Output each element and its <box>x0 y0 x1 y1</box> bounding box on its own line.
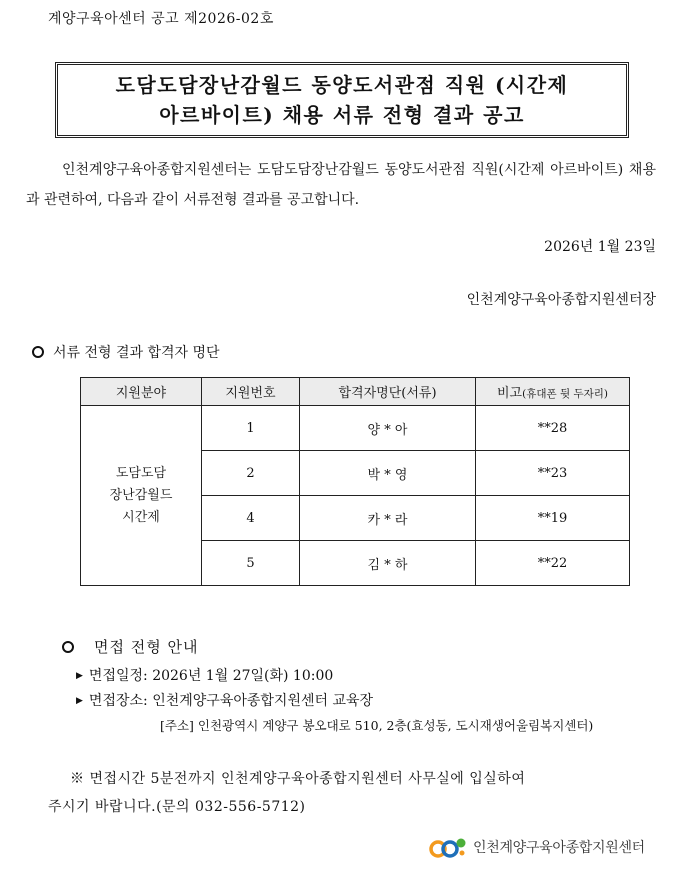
location-value: 인천계양구육아종합지원센터 교육장 <box>152 693 374 709</box>
applicant-note: **22 <box>476 541 630 586</box>
remark <box>48 765 648 821</box>
location-label: 면접장소: <box>88 693 148 709</box>
col-header-note-sub: (휴대폰 뒷 두자리) <box>522 388 608 400</box>
remark-line-1: ※ 면접시간 5분전까지 인천계양구육아종합지원센터 사무실에 입실하여 <box>70 771 526 787</box>
result-section-heading <box>32 342 220 362</box>
applicant-note: **28 <box>476 406 630 451</box>
col-header-number: 지원번호 <box>202 378 300 406</box>
interview-section-heading <box>62 636 198 657</box>
applicant-name: 카 * 라 <box>300 496 476 541</box>
notice-date: 2026년 1월 23일 <box>544 239 656 255</box>
notice-number: 계양구육아센터 공고 제2026-02호 <box>48 11 274 27</box>
field-line: 장난감월드 <box>109 487 173 503</box>
title-box <box>55 62 629 138</box>
address-value: 인천광역시 계양구 봉오대로 510, 2층(효성동, 도시재생어울림복지센터) <box>197 718 594 733</box>
col-header-name: 합격자명단(서류) <box>300 378 476 406</box>
circle-bullet-icon <box>62 641 74 653</box>
triangle-bullet-icon: ▶ <box>76 696 83 706</box>
applicant-name: 박 * 영 <box>300 451 476 496</box>
schedule-label: 면접일정: <box>88 668 148 684</box>
interview-location <box>76 690 373 710</box>
intro-paragraph: 인천계양구육아종합지원센터는 도담도담장난감월드 동양도서관점 직원(시간제 아르바이트) 채용과 관련하여, 다음과 같이 서류전형 결과를 공고합니다. <box>26 162 656 208</box>
field-cell <box>81 406 202 586</box>
center-logo-text: 인천계양구육아종합지원센터 <box>473 840 645 856</box>
field-line: 도담도담 <box>115 465 167 481</box>
result-table <box>80 377 630 586</box>
circle-bullet-icon <box>32 346 44 358</box>
address-label: [주소] <box>160 718 194 733</box>
col-header-field: 지원분야 <box>81 378 202 406</box>
interview-section-title: 면접 전형 안내 <box>94 638 199 656</box>
issuer-name: 인천계양구육아종합지원센터장 <box>466 292 656 308</box>
col-header-note <box>476 378 630 406</box>
applicant-number: 4 <box>202 496 300 541</box>
remark-line-2: 주시기 바랍니다.(문의 032-556-5712) <box>48 799 306 815</box>
applicant-name: 김 * 하 <box>300 541 476 586</box>
applicant-number: 2 <box>202 451 300 496</box>
interview-schedule <box>76 665 333 685</box>
title-line-1: 도담도담장난감월드 동양도서관점 직원 (시간제 <box>115 73 569 97</box>
title-line-2: 아르바이트) 채용 서류 전형 결과 공고 <box>159 103 525 127</box>
interview-address <box>160 716 593 734</box>
triangle-bullet-icon: ▶ <box>76 671 83 681</box>
result-section-title: 서류 전형 결과 합격자 명단 <box>53 345 220 361</box>
center-logo-icon <box>429 834 469 860</box>
applicant-number: 5 <box>202 541 300 586</box>
table-row <box>81 406 630 451</box>
table-header-row <box>81 378 630 406</box>
applicant-note: **23 <box>476 451 630 496</box>
field-line: 시간제 <box>122 509 160 525</box>
center-logo <box>429 834 645 860</box>
col-header-note-main: 비고 <box>497 386 523 401</box>
applicant-note: **19 <box>476 496 630 541</box>
applicant-number: 1 <box>202 406 300 451</box>
applicant-name: 양 * 아 <box>300 406 476 451</box>
schedule-value: 2026년 1월 27일(화) 10:00 <box>152 668 334 684</box>
